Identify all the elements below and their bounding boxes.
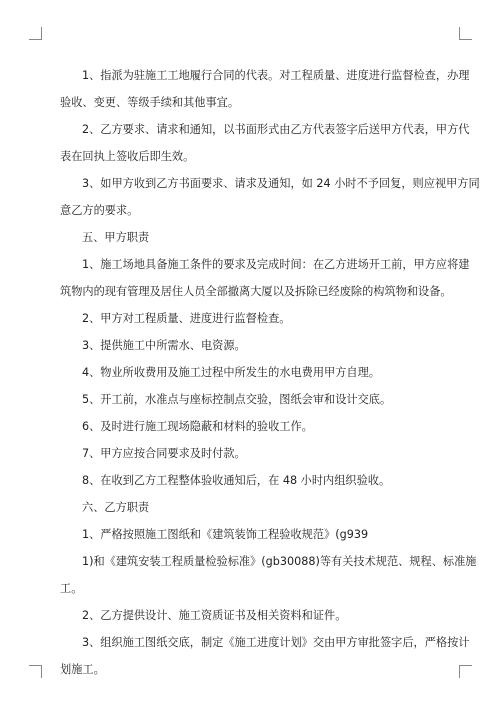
paragraph-line: 筑物内的现有管理及居住人员全部撤离大厦以及拆除已经废除的构筑物和设备。 [60,285,452,298]
paragraph-line: 验收、变更、等级手续和其他事宜。 [60,96,240,109]
paragraph-line: 1、指派为驻施工工地履行合同的代表。对工程质量、进度进行监督检查，办理 [82,69,470,82]
corner-mark-bottom-left [29,665,42,678]
paragraph-line: 3、如甲方收到乙方书面要求、请求及通知，如 24 小时不予回复，则应视甲方同 [82,177,480,190]
paragraph-line: 2、甲方对工程质量、进度进行监督检查。 [82,312,291,325]
paragraph-line: 3、提供施工中所需水、电资源。 [82,339,246,352]
paragraph-line: 1、施工场地具备施工条件的要求及完成时间：在乙方进场开工前，甲方应将建 [82,258,470,271]
paragraph-line: 3、组织施工图纸交底，制定《施工进度计划》交由甲方审批签字后，严格按计 [82,636,470,649]
paragraph-line: 7、甲方应按合同要求及时付款。 [82,447,246,460]
paragraph-line: 划施工。 [60,663,105,676]
paragraph-line: 意乙方的要求。 [60,204,139,217]
paragraph-line: 1、严格按照施工图纸和《建筑装饰工程验收规范》(g939 [82,528,369,541]
corner-mark-top-right [459,27,472,40]
paragraph-line: 2、乙方提供设计、施工资质证书及相关资料和证件。 [82,609,347,622]
paragraph-line: 6、及时进行施工现场隐蔽和材料的验收工作。 [82,420,313,433]
paragraph-line: 4、物业所收费用及施工过程中所发生的水电费用甲方自理。 [82,366,380,379]
paragraph-line: 8、在收到乙方工程整体验收通知后，在 48 小时内组织验收。 [82,474,391,487]
paragraph-line: 工。 [60,582,83,595]
paragraph-line: 1)和《建筑安装工程质量检验标准》(gb30088)等有关技术规范、规程、标准施 [82,555,477,568]
paragraph-line: 表在回执上签收后即生效。 [60,150,195,163]
paragraph-line: 2、乙方要求、请求和通知，以书面形式由乙方代表签字后送甲方代表，甲方代 [82,123,470,136]
section-heading: 五、甲方职责 [82,231,150,244]
corner-mark-top-left [29,27,42,40]
corner-mark-bottom-right [459,665,472,678]
section-heading: 六、乙方职责 [82,501,150,514]
paragraph-line: 5、开工前，水准点与座标控制点交验，图纸会审和设计交底。 [82,393,392,406]
